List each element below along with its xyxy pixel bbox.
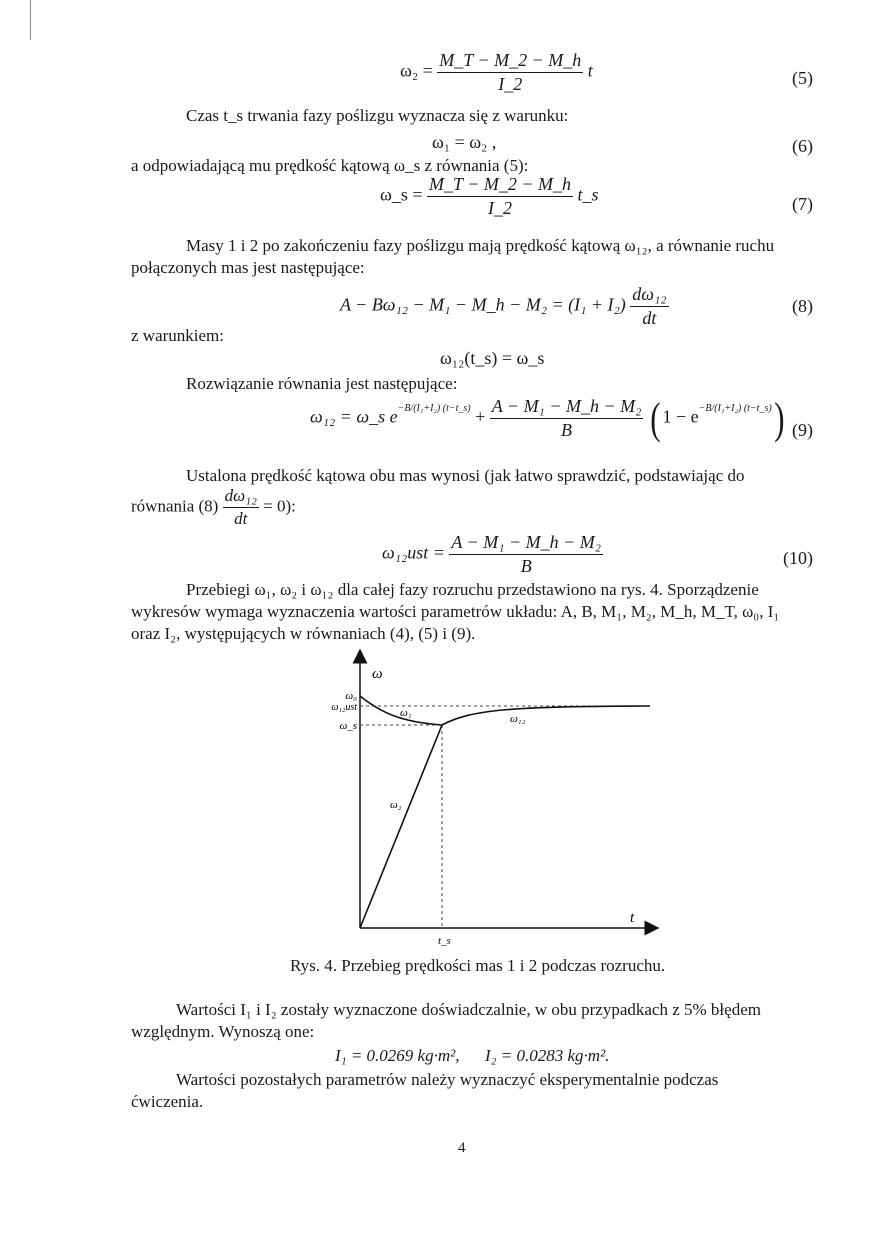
eq7-number: (7): [792, 194, 813, 214]
steady-fraction: [223, 486, 259, 529]
eq7-tail: t_s: [577, 184, 599, 205]
equation-5: [400, 50, 593, 95]
eq9-lhs: ω₁₂ = ω_s e: [310, 406, 398, 427]
y-axis-label: ω: [372, 666, 383, 682]
paragraph-remaining-line1: Wartości pozostałych parametrów należy wyznaczyć eksperymentalnie podczas: [176, 1070, 719, 1089]
w1-label: ω₁: [400, 707, 412, 719]
eq9-plus: +: [475, 406, 486, 427]
eq5-numerator: M_T − M_2 − M_h: [437, 50, 583, 73]
eq10-numerator: A − M₁ − M_h − M₂: [449, 532, 603, 555]
page-number: 4: [458, 1140, 466, 1156]
left-margin-mark: [30, 0, 31, 40]
w12-curve: [442, 706, 650, 725]
eq5-fraction: [437, 50, 583, 95]
eq7-lhs: ω_s =: [380, 184, 423, 205]
eq7-fraction: [427, 174, 573, 219]
paragraph-plots-line1: Przebiegi ω₁, ω₂ i ω₁₂ dla całej fazy rozruchu przedstawiono na rys. 4. Sporządzenie: [186, 580, 759, 599]
eq9-numerator: A − M₁ − M_h − M₂: [490, 396, 644, 419]
eq9-denominator: B: [561, 420, 573, 440]
eq10-lhs: ω₁₂ust =: [382, 542, 445, 563]
paragraph-values-line2: względnym. Wynoszą one:: [131, 1022, 315, 1041]
inertia-i2: I₂ = 0.0283 kg·m².: [484, 1046, 610, 1065]
equation-9: [310, 393, 786, 443]
w12-label: ω₁₂: [510, 713, 526, 725]
eq10-denominator: B: [520, 556, 532, 576]
eq8-number: (8): [792, 296, 813, 316]
x-axis-label: t: [630, 910, 635, 926]
eq5-lhs: ω₂ =: [400, 60, 433, 81]
figure-caption: Rys. 4. Przebieg prędkości mas 1 i 2 podczas rozruchu.: [290, 956, 666, 975]
paragraph-solution: Rozwiązanie równania jest następujące:: [186, 374, 458, 393]
paragraph-plots-line2: wykresów wymaga wyznaczenia wartości parametrów układu: A, B, M₁, M₂, M_h, M_T, ω₀, I₁: [131, 602, 780, 621]
inertia-values: [335, 1046, 609, 1066]
paragraph-condition: z warunkiem:: [131, 326, 224, 345]
equation-8: [340, 284, 669, 329]
paragraph-steady-line1: Ustalona prędkość kątowa obu mas wynosi (jak łatwo sprawdzić, podstawiając do: [186, 466, 745, 485]
paragraph-slip-time: Czas t_s trwania fazy poślizgu wyznacza się z warunku:: [186, 106, 569, 125]
w12ust-label: ω₁₂ust: [331, 702, 357, 713]
paragraph-masses-line1: Masy 1 i 2 po zakończeniu fazy poślizgu mają prędkość kątową ω₁₂, a równanie ruchu: [186, 236, 775, 255]
eq7-numerator: M_T − M_2 − M_h: [427, 174, 573, 197]
eq9-left-paren: (: [650, 393, 661, 443]
eq5-tail: t: [587, 60, 593, 81]
equation-10: [382, 532, 603, 577]
figure-4-speed-plot: [310, 648, 660, 948]
eq10-fraction: [449, 532, 603, 577]
eq9-right-paren: ): [773, 393, 785, 443]
eq9-number: (9): [792, 420, 813, 440]
eq9-inner: 1 − e: [662, 406, 699, 427]
w0-label: ω₀: [345, 690, 357, 702]
eq7-denominator: I_2: [488, 198, 512, 218]
equation-6: ω₁ = ω₂ ,: [432, 132, 497, 152]
paragraph-angular-speed: a odpowiadającą mu prędkość kątową ω_s z równania (5):: [131, 156, 529, 175]
eq9-exponent-1: −B/(I₁+I₂) (t−t_s): [397, 402, 471, 414]
equation-7: [380, 174, 599, 219]
paragraph-masses-line2: połączonych mas jest następujące:: [131, 258, 365, 277]
eq5-denominator: I_2: [498, 74, 523, 94]
paragraph-values-line1: Wartości I₁ i I₂ zostały wyznaczone doświadczalnie, w obu przypadkach z 5% błędem: [176, 1000, 761, 1019]
eq9-exponent-2: −B/(I₁+I₂) (t−t_s): [698, 402, 772, 414]
eq9-fraction: [490, 396, 644, 441]
eq10-number: (10): [783, 548, 813, 568]
steady-line2-suffix: = 0):: [263, 496, 296, 516]
inertia-i1: I₁ = 0.0269 kg·m²,: [335, 1046, 460, 1065]
eq8-lhs: A − Bω₁₂ − M₁ − M_h − M₂ = (I₁ + I₂): [340, 294, 626, 315]
steady-line2-prefix: równania (8): [131, 496, 219, 516]
steady-denominator: dt: [234, 509, 248, 528]
ts-label: t_s: [438, 935, 451, 947]
paragraph-plots-line3: oraz I₂, występujących w równaniach (4), (5) i (9).: [131, 624, 476, 643]
w2-label: ω₂: [390, 799, 402, 811]
ws-label: ω_s: [339, 720, 357, 732]
paragraph-remaining-line2: ćwiczenia.: [131, 1092, 204, 1111]
eq5-number: (5): [792, 68, 813, 88]
paragraph-steady-line2: [131, 486, 296, 529]
eq8-numerator: dω₁₂: [630, 284, 668, 307]
eq6-number: (6): [792, 136, 813, 156]
eq8-fraction: [630, 284, 668, 329]
steady-numerator: dω₁₂: [223, 486, 259, 508]
equation-initial-condition: ω₁₂(t_s) = ω_s: [440, 348, 545, 368]
w2-line: [360, 725, 442, 928]
eq8-denominator: dt: [642, 308, 657, 328]
